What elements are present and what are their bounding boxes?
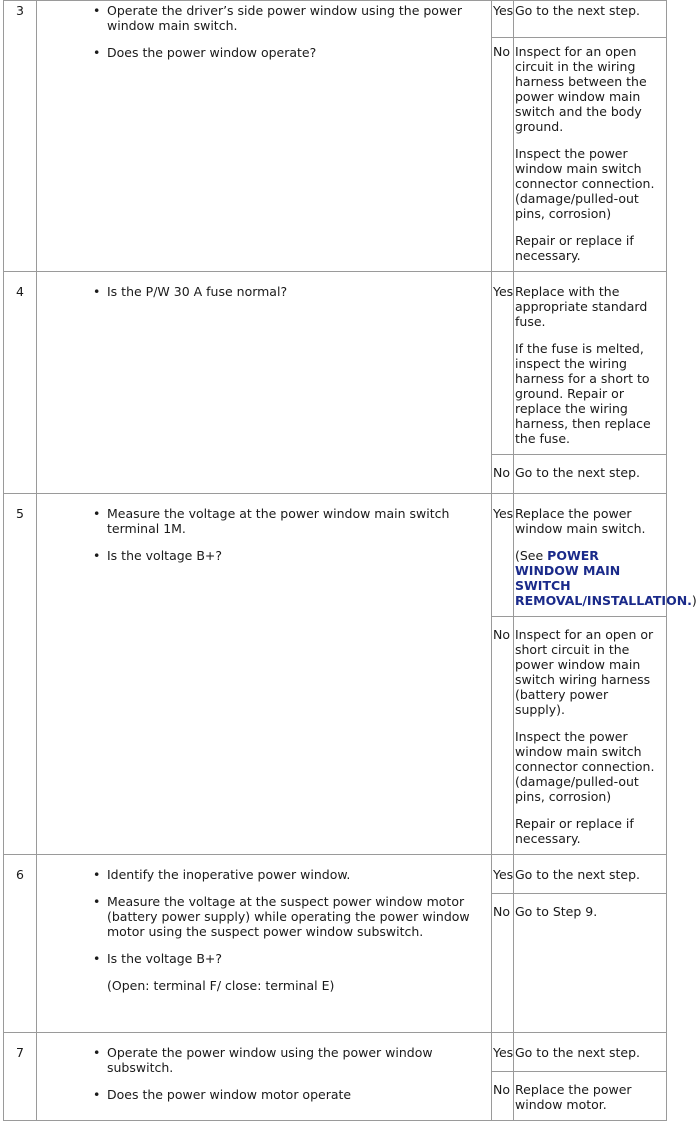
result-text: Replace the power window main switch. [515, 506, 646, 536]
yes-label: Yes [492, 272, 514, 455]
result-cell [514, 855, 667, 894]
see-prefix: (See [515, 548, 548, 563]
action-item: • Does the power window motor operate [107, 1087, 485, 1102]
action-item: • Identify the inoperative power window. [107, 867, 485, 882]
action-cell [37, 272, 492, 494]
action-item: • Operate the driver’s side power window using the power window main switch. [107, 3, 485, 33]
action-item: • Measure the voltage at the power window main switch terminal 1M. [107, 506, 485, 536]
yes-label: Yes [492, 855, 514, 894]
see-suffix: ) [691, 593, 697, 608]
result-text: Go to the next step. [515, 465, 640, 480]
no-label: No [492, 617, 514, 855]
step-number: 4 [4, 272, 37, 494]
action-cell [37, 1, 492, 272]
action-item: • Measure the voltage at the suspect power window motor (battery power supply) while operating the power window motor using the suspect power window subswitch. [107, 894, 485, 939]
action-item: • Does the power window operate? [107, 45, 485, 60]
troubleshooting-table [3, 0, 697, 1121]
result-text: Inspect for an open circuit in the wiring harness between the power window main switch and the body ground. [515, 44, 647, 134]
action-item: • Is the P/W 30 A fuse normal? [107, 284, 485, 299]
table-row [4, 855, 667, 894]
result-text: Replace with the appropriate standard fuse. [515, 284, 648, 329]
result-text: Inspect the power window main switch connector connection. (damage/pulled-out pins, corrosion) [515, 729, 655, 804]
action-cell [37, 494, 492, 855]
result-text: Go to the next step. [515, 867, 640, 882]
result-cell [514, 1, 667, 38]
result-cell [514, 272, 667, 455]
result-text: Repair or replace if necessary. [515, 233, 634, 263]
no-label: No [492, 38, 514, 272]
result-text: Go to the next step. [515, 3, 640, 18]
yes-label: Yes [492, 1033, 514, 1072]
result-cell [514, 455, 667, 494]
result-text: Replace the power window motor. [515, 1082, 632, 1112]
result-cell [514, 38, 667, 272]
no-label: No [492, 894, 514, 1033]
result-text: Go to Step 9. [515, 904, 598, 919]
result-cell [514, 617, 667, 855]
table-row [4, 272, 667, 455]
table-row [4, 494, 667, 617]
result-cell [514, 494, 697, 617]
yes-label: Yes [492, 494, 514, 617]
action-item: • Is the voltage B+? [107, 951, 485, 966]
yes-label: Yes [492, 1, 514, 38]
result-text: Go to the next step. [515, 1045, 640, 1060]
action-cell [37, 855, 492, 1033]
action-cell [37, 1033, 492, 1121]
removal-installation-link[interactable]: POWER WINDOW MAIN SWITCH REMOVAL/INSTALLATION. [515, 548, 692, 608]
action-item: • Is the voltage B+? [107, 548, 485, 563]
table-row [4, 1033, 667, 1072]
no-label: No [492, 455, 514, 494]
result-text: Inspect for an open or short circuit in the power window main switch wiring harness (battery power supply). [515, 627, 654, 717]
result-cell [514, 894, 667, 1033]
result-cell [514, 1072, 667, 1121]
result-text: Repair or replace if necessary. [515, 816, 634, 846]
step-number: 7 [4, 1033, 37, 1121]
result-cell [514, 1033, 667, 1072]
result-text: If the fuse is melted, inspect the wiring harness for a short to ground. Repair or replace the wiring harness, then replace the fuse. [515, 341, 651, 446]
step-number: 5 [4, 494, 37, 855]
action-item: • Operate the power window using the power window subswitch. [107, 1045, 485, 1075]
see-reference [515, 548, 697, 608]
result-text: Inspect the power window main switch connector connection. (damage/pulled-out pins, corrosion) [515, 146, 655, 221]
no-label: No [492, 1072, 514, 1121]
step-number: 6 [4, 855, 37, 1033]
table-row [4, 1, 667, 38]
step-number: 3 [4, 1, 37, 272]
action-note: (Open: terminal F/ close: terminal E) [107, 978, 335, 993]
